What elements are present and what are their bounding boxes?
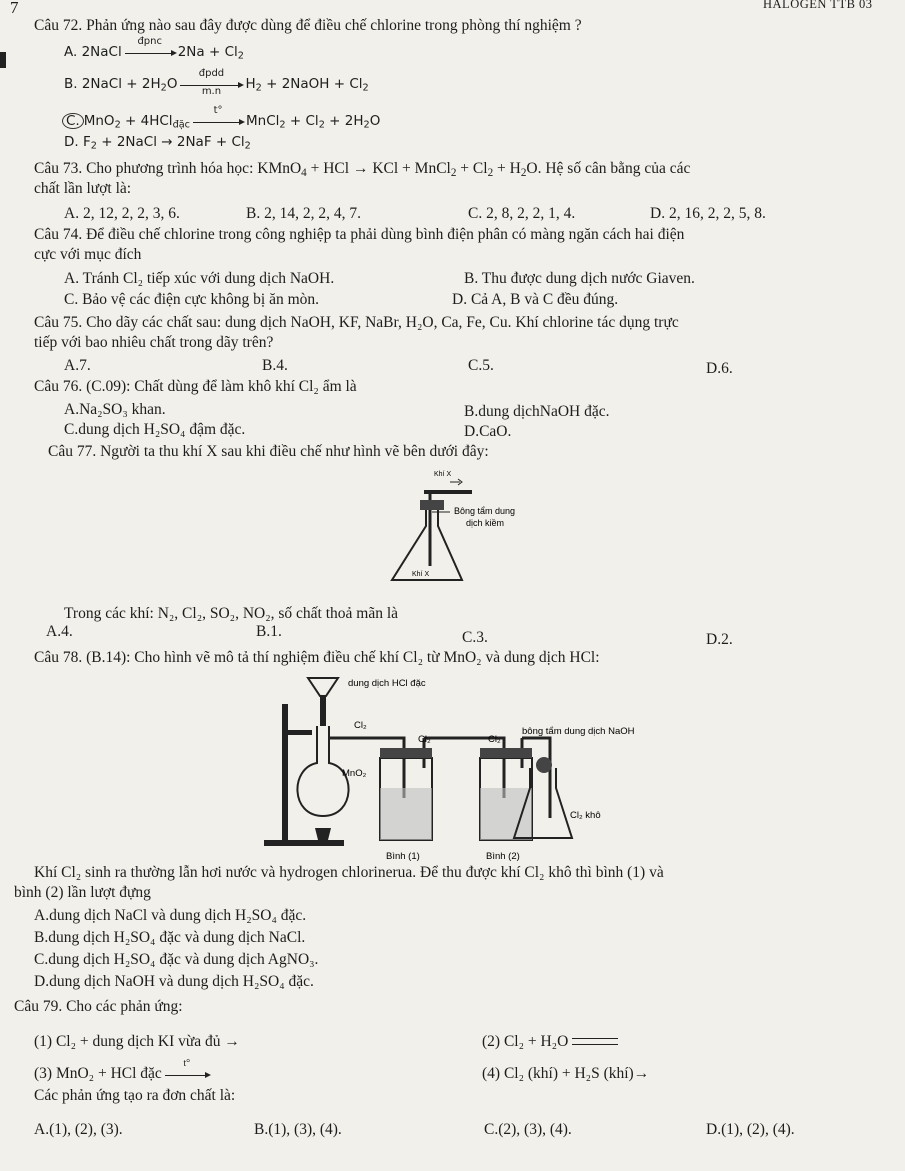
hcl-label: dung dịch HCl đặc (348, 678, 426, 689)
chlorine-apparatus-figure (260, 668, 710, 863)
q78-text-2: bình (2) lần lượt đựng (14, 884, 151, 901)
cotton-naoh-label: bông tẩm dung dịch NaOH (522, 726, 635, 737)
q75-stem: Câu 75. Cho dãy các chất sau: dung dịch NaOH, KF, NaBr, H₂O, Ca, Fe, Cu. Khí chlorine tác dụng trực (34, 314, 679, 331)
q72-option-b: B. 2NaCl + $2H_2O$ đpdd m.n $H_2$ + 2NaOH + $Cl_2$ (64, 68, 369, 97)
q74-stem: Câu 74. Để điều chế chlorine trong công nghiệp ta phải dùng bình điện phân có màng ngăn cách hai điện (34, 226, 685, 243)
q79-option-c: C.(2), (3), (4). (484, 1121, 572, 1138)
q74-option-c: C. Bảo vệ các điện cực không bị ăn mòn. (64, 291, 320, 308)
doc-title: HALOGEN TTB 03 (763, 0, 873, 11)
q79-option-d: D.(1), (2), (4). (706, 1121, 795, 1138)
bottle-1-label: Bình (1) (386, 851, 420, 862)
q76-option-b: B.dung dịchNaOH đặc. (464, 403, 610, 420)
figure-cotton-label-2: dịch kiềm (466, 518, 505, 528)
q73-stem: Câu 73. Cho phương trình hóa học: KMnO$_4$ + HCl → KCl + MnCl$_2$ + $Cl_2 + H_2O$. Hệ số cân bằng của các (34, 160, 691, 179)
q77-stem: Câu 77. Người ta thu khí X sau khi điều chế như hình vẽ bên dưới đây: (48, 443, 489, 460)
q72-option-a: A. 2NaCl đpnc $2Na + Cl_2$ (64, 36, 244, 62)
q79-reaction-3: (3) MnO₂ + HCl đặc t° (34, 1065, 212, 1083)
cl2-label-3: Cl₂ (488, 734, 501, 745)
q73-stem-2: chất lần lượt là: (34, 180, 132, 197)
q73-option-d: D. 2, 16, 2, 2, 5, 8. (650, 205, 766, 222)
q76-stem: Câu 76. (C.09): Chất dùng để làm khô khí Cl₂ ẩm là (34, 378, 357, 395)
q78-option-c: C.dung dịch H₂SO₄ đặc và dung dịch AgNO₃. (34, 951, 319, 968)
q78-option-a: A.dung dịch NaCl và dung dịch H₂SO₄ đặc. (34, 907, 307, 924)
q79-reaction-2: (2) Cl₂ + H₂O (482, 1033, 618, 1051)
q76-option-d: D.CaO. (464, 423, 512, 440)
q74-option-d: D. Cả A, B và C đều đúng. (452, 291, 619, 308)
q77-option-d: D.2. (706, 631, 733, 648)
q77-option-c: C.3. (462, 629, 488, 646)
cl2-label-1: Cl₂ (354, 720, 367, 731)
q74-option-a: A. Tránh Cl₂ tiếp xúc với dung dịch NaOH. (64, 270, 335, 287)
bottle-2-label: Bình (2) (486, 851, 520, 862)
q75-stem-2: tiếp với bao nhiêu chất trong dãy trên? (34, 334, 274, 351)
q78-stem: Câu 78. (B.14): Cho hình vẽ mô tả thí nghiệm điều chế khí Cl₂ từ MnO₂ và dung dịch HCl: (34, 649, 600, 666)
q75-option-b: B.4. (262, 357, 288, 374)
q77-option-b: B.1. (256, 623, 282, 640)
q79-ask: Các phản ứng tạo ra đơn chất là: (34, 1087, 236, 1104)
q74-stem-2: cực với mục đích (34, 246, 142, 263)
q79-option-a: A.(1), (2), (3). (34, 1121, 123, 1138)
q78-option-d: D.dung dịch NaOH và dung dịch H₂SO₄ đặc. (34, 973, 314, 990)
q73-option-a: A. 2, 12, 2, 2, 3, 6. (64, 205, 180, 222)
q79-reaction-1: (1) Cl₂ + dung dịch KI vừa đủ → (34, 1033, 240, 1050)
q79-stem: Câu 79. Cho các phản ứng: (14, 998, 183, 1015)
figure-cotton-label: Bông tẩm dung (454, 506, 516, 516)
q74-option-b: B. Thu được dung dịch nước Giaven. (464, 270, 695, 287)
q79-reaction-4: (4) Cl₂ (khí) + H₂S (khí)→ (482, 1065, 650, 1082)
q77-question: Trong các khí: N₂, Cl₂, SO₂, NO₂, số chất thoả mãn là (64, 605, 399, 622)
q72-stem: Câu 72. Phản ứng nào sau đây được dùng để điều chế chlorine trong phòng thí nghiệm ? (34, 17, 582, 34)
margin-bar (0, 52, 6, 68)
mno2-label: MnO₂ (342, 768, 367, 779)
page-mark: 7 (10, 0, 19, 17)
q73-option-b: B. 2, 14, 2, 2, 4, 7. (246, 205, 361, 222)
q76-option-c: C.dung dịch H₂SO₄ đậm đặc. (64, 421, 246, 438)
q75-option-d: D.6. (706, 360, 733, 377)
q76-option-a: A.Na₂SO₃ khan. (64, 401, 166, 418)
q72-option-c: C. MnO$_2$ + 4HCl$_{đặc}$ t° MnCl$_2$ + $Cl_2 + 2H_2O$ (62, 113, 380, 129)
dry-cl2-label: Cl₂ khô (570, 810, 601, 821)
q75-option-a: A.7. (64, 357, 91, 374)
q78-option-b: B.dung dịch H₂SO₄ đặc và dung dịch NaCl. (34, 929, 306, 946)
q75-option-c: C.5. (468, 357, 494, 374)
q72-option-d: D. $F_2$ + 2NaCl → $2NaF + Cl_2$ (64, 134, 251, 152)
gas-collection-figure (372, 456, 572, 596)
cl2-label-2: Cl₂ (418, 734, 431, 745)
figure-bottom-gas-label: Khí X (412, 571, 430, 578)
q78-text-1: Khí Cl₂ sinh ra thường lẫn hơi nước và hydrogen chlorinerua. Để thu được khí Cl₂ khô thì bình (1) và (34, 864, 664, 881)
q77-option-a: A.4. (46, 623, 73, 640)
figure-top-gas-label: Khí X (434, 471, 452, 478)
q73-option-c: C. 2, 8, 2, 2, 1, 4. (468, 205, 576, 222)
q79-option-b: B.(1), (3), (4). (254, 1121, 342, 1138)
